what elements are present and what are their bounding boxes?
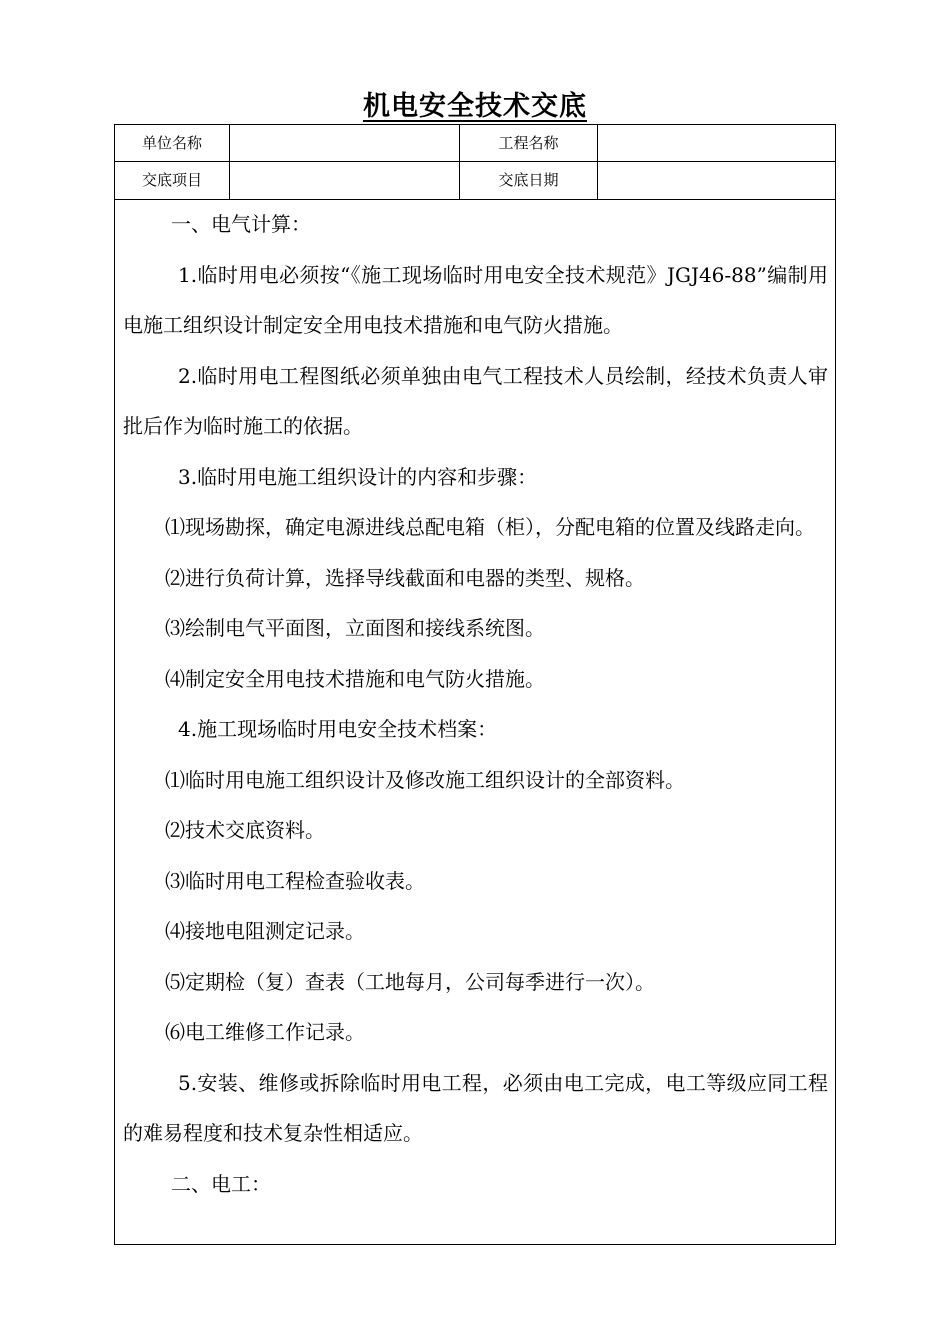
project-name-label: 工程名称 <box>498 134 559 152</box>
list-item: ⑹电工维修工作记录。 <box>165 1020 365 1044</box>
list-item: ⑴现场勘探，确定电源进线总配电箱（柜），分配电箱的位置及线路走向。 <box>165 515 815 539</box>
paragraph: 4.施工现场临时用电安全技术档案： <box>178 717 498 741</box>
disclosure-content <box>123 199 828 1209</box>
unit-name-label: 单位名称 <box>141 134 202 152</box>
list-item: ⑷接地电阻测定记录。 <box>165 919 365 943</box>
paragraph: 5.安装、维修或拆除临时用电工程，必须由电工完成，电工等级应同工程的难易程度和技术复杂性相适应。 <box>123 1070 828 1145</box>
list-item: ⑷制定安全用电技术措施和电气防火措施。 <box>165 666 545 691</box>
unit-name-value[interactable] <box>230 125 459 162</box>
section-heading: 一、电气计算： <box>171 212 311 236</box>
list-item: ⑵进行负荷计算，选择导线截面和电器的类型、规格。 <box>165 565 645 590</box>
disclosure-form <box>114 124 836 1245</box>
list-item: ⑵技术交底资料。 <box>165 818 325 842</box>
list-item: ⑶临时用电工程检查验收表。 <box>165 868 425 893</box>
list-item: ⑴临时用电施工组织设计及修改施工组织设计的全部资料。 <box>165 767 685 792</box>
project-name-value[interactable] <box>598 125 835 162</box>
list-item: ⑶绘制电气平面图，立面图和接线系统图。 <box>165 616 545 640</box>
paragraph: 2.临时用电工程图纸必须单独由电气工程技术人员绘制，经技术负责人审批后作为临时施工的依据。 <box>123 363 828 438</box>
paragraph: 3.临时用电施工组织设计的内容和步骤： <box>178 464 538 489</box>
list-item: ⑸定期检（复）查表（工地每月，公司每季进行一次）。 <box>165 969 655 994</box>
paragraph: 1.临时用电必须按“《施工现场临时用电安全技术规范》JGJ46-88”编制用电施工组织设计制定安全用电技术措施和电气防火措施。 <box>123 262 828 337</box>
disclosure-date-value[interactable] <box>598 162 835 199</box>
document-title: 机电安全技术交底 <box>363 91 587 122</box>
disclosure-item-label: 交底项目 <box>141 171 202 189</box>
disclosure-date-label: 交底日期 <box>498 171 559 189</box>
section-heading: 二、电工： <box>171 1171 271 1196</box>
disclosure-item-value[interactable] <box>230 162 459 199</box>
